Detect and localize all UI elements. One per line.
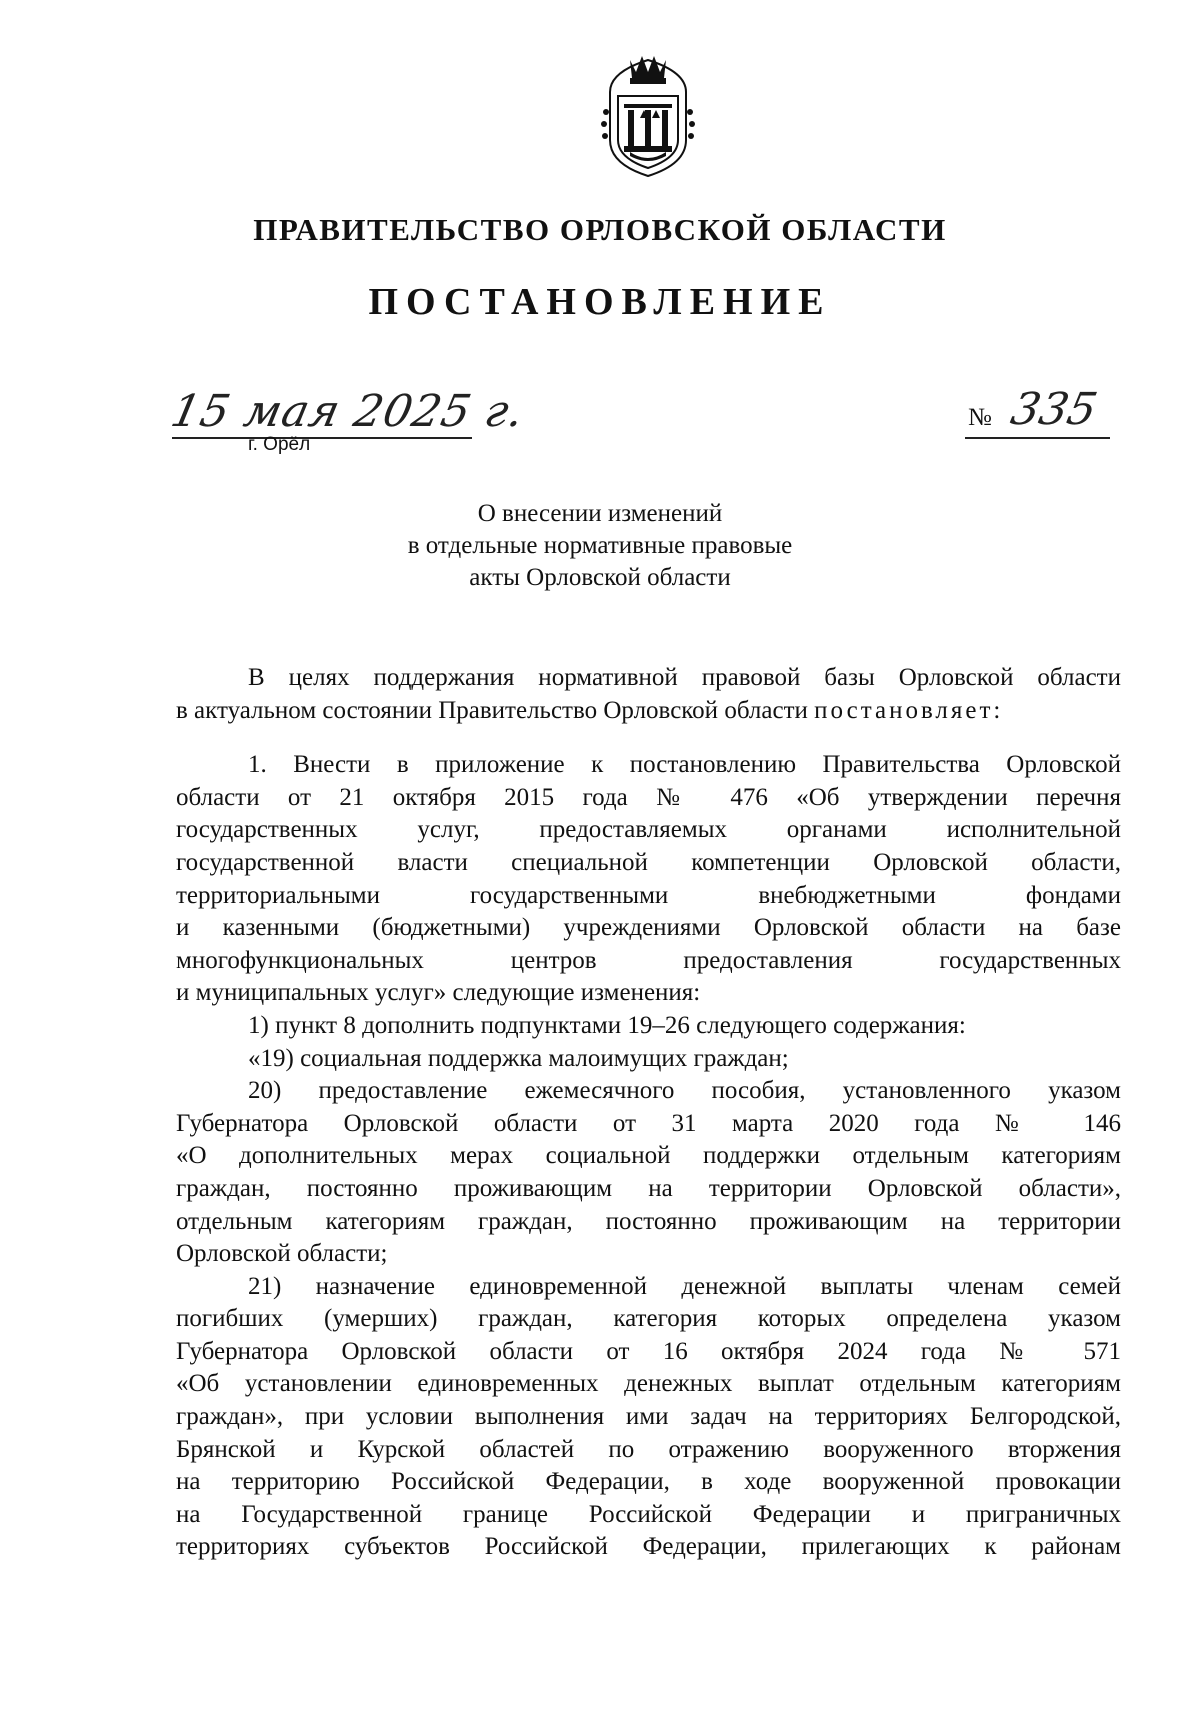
body-line: территориях субъектов Российской Федерации, прилегающих к районам <box>176 1533 1121 1561</box>
subject-line: в отдельные нормативные правовые <box>407 532 793 559</box>
body-line: 20) предоставление ежемесячного пособия, установленного указом <box>248 1077 1121 1105</box>
body-line: государственной власти специальной компетенции Орловской области, <box>176 848 1121 876</box>
body-line: «О дополнительных мерах социальной поддержки отдельным категориям <box>176 1142 1121 1170</box>
body-line: на территорию Российской Федерации, в ходе вооруженной провокации <box>176 1468 1121 1496</box>
number-label: № <box>968 404 992 431</box>
body-line: государственных услуг, предоставляемых органами исполнительной <box>176 816 1121 844</box>
government-title: ПРАВИТЕЛЬСТВО ОРЛОВСКОЙ ОБЛАСТИ <box>253 212 947 247</box>
body-line: 1) пункт 8 дополнить подпунктами 19–26 следующего содержания: <box>248 1011 966 1039</box>
body-line: территориальными государственными внебюджетными фондами <box>176 881 1121 909</box>
subject-line: акты Орловской области <box>469 564 731 591</box>
body-line: 1. Внести в приложение к постановлению Правительства Орловской <box>248 751 1121 779</box>
handwritten-number: 335 <box>1006 384 1102 435</box>
body-line: отдельным категориям граждан, постоянно проживающим на территории <box>176 1207 1121 1235</box>
body-line: «19) социальная поддержка малоимущих граждан; <box>248 1044 789 1072</box>
preamble-text: в актуальном состоянии Правительство Орловской области <box>176 696 815 724</box>
date-underline <box>172 437 472 439</box>
paragraph-spacer <box>176 727 1121 749</box>
handwritten-date: 15 мая 2025 г. <box>166 386 530 437</box>
body-line: «Об установлении единовременных денежных выплат отдельным категориям <box>176 1370 1121 1398</box>
preamble-line: В целях поддержания нормативной правовой базы Орловской области <box>248 664 1121 691</box>
coat-of-arms-icon <box>600 52 696 180</box>
document-type-title: ПОСТАНОВЛЕНИЕ <box>368 281 832 323</box>
body-line: граждан», при условии выполнения ими задач на территориях Белгородской, <box>176 1403 1121 1431</box>
body-line: Губернатора Орловской области от 16 октября 2024 года № 571 <box>176 1337 1121 1365</box>
document-body <box>176 662 1121 1564</box>
body-line: Орловской области; <box>176 1240 388 1268</box>
document-subject <box>0 498 1200 594</box>
body-line: погибших (умерших) граждан, категория которых определена указом <box>176 1305 1121 1333</box>
body-line: 21) назначение единовременной денежной выплаты членам семей <box>248 1272 1121 1300</box>
number-underline <box>965 437 1110 439</box>
body-line: многофункциональных центров предоставления государственных <box>176 946 1121 974</box>
preamble-verb: постановляет: <box>814 696 1004 724</box>
body-line: на Государственной границе Российской Федерации и приграничных <box>176 1500 1121 1528</box>
body-line: граждан, постоянно проживающим на территории Орловской области», <box>176 1174 1121 1202</box>
preamble-line <box>176 695 1121 728</box>
body-line: и муниципальных услуг» следующие изменения: <box>176 979 701 1007</box>
body-line: Губернатора Орловской области от 31 марта 2020 года № 146 <box>176 1109 1121 1137</box>
body-line: Брянской и Курской областей по отражению вооруженного вторжения <box>176 1435 1121 1463</box>
subject-line: О внесении изменений <box>477 500 723 527</box>
city-label: г. Орёл <box>248 434 311 455</box>
body-line: и казенными (бюджетными) учреждениями Орловской области на базе <box>176 914 1121 942</box>
body-line: области от 21 октября 2015 года № 476 «Об утверждении перечня <box>176 783 1121 811</box>
